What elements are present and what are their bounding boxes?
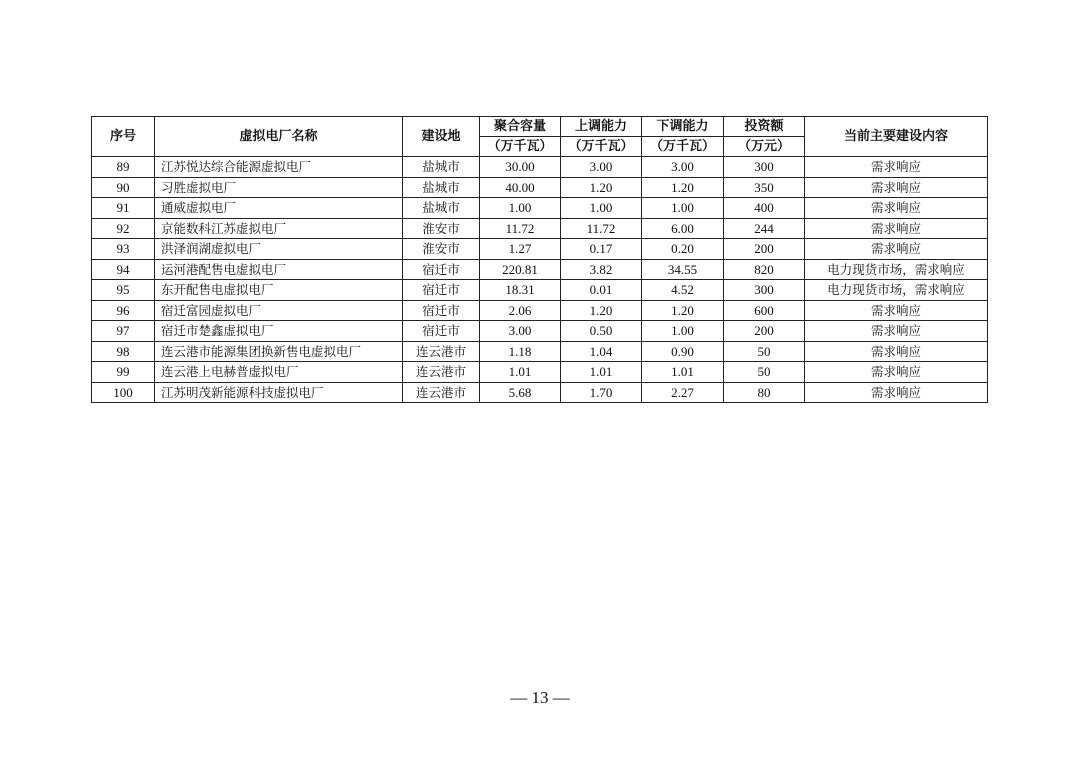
cell-up-capacity: 0.50 — [561, 321, 642, 342]
cell-capacity: 220.81 — [480, 259, 561, 280]
cell-capacity: 40.00 — [480, 177, 561, 198]
cell-plant-name: 运河港配售电虚拟电厂 — [155, 259, 403, 280]
table-row — [92, 362, 988, 383]
header-invest: 投资额 — [724, 117, 805, 137]
cell-location: 盐城市 — [403, 157, 480, 178]
cell-up-capacity: 11.72 — [561, 218, 642, 239]
cell-location: 淮安市 — [403, 218, 480, 239]
cell-investment: 350 — [724, 177, 805, 198]
cell-up-capacity: 0.01 — [561, 280, 642, 301]
cell-plant-name: 习胜虚拟电厂 — [155, 177, 403, 198]
cell-index: 92 — [92, 218, 155, 239]
cell-capacity: 1.27 — [480, 239, 561, 260]
cell-down-capacity: 1.20 — [642, 177, 724, 198]
table-row — [92, 321, 988, 342]
cell-location: 淮安市 — [403, 239, 480, 260]
table-row — [92, 280, 988, 301]
cell-down-capacity: 6.00 — [642, 218, 724, 239]
header-name: 虚拟电厂名称 — [155, 117, 403, 157]
table-row — [92, 198, 988, 219]
cell-down-capacity: 1.00 — [642, 321, 724, 342]
cell-index: 89 — [92, 157, 155, 178]
cell-index: 99 — [92, 362, 155, 383]
cell-index: 98 — [92, 341, 155, 362]
cell-index: 93 — [92, 239, 155, 260]
header-capacity: 聚合容量 — [480, 117, 561, 137]
cell-build-content: 需求响应 — [805, 382, 988, 403]
header-down: 下调能力 — [642, 117, 724, 137]
cell-investment: 300 — [724, 157, 805, 178]
header-content: 当前主要建设内容 — [805, 117, 988, 157]
cell-location: 盐城市 — [403, 198, 480, 219]
cell-down-capacity: 2.27 — [642, 382, 724, 403]
cell-down-capacity: 3.00 — [642, 157, 724, 178]
cell-down-capacity: 1.20 — [642, 300, 724, 321]
cell-investment: 80 — [724, 382, 805, 403]
table-row — [92, 157, 988, 178]
cell-plant-name: 江苏明茂新能源科技虚拟电厂 — [155, 382, 403, 403]
cell-plant-name: 东开配售电虚拟电厂 — [155, 280, 403, 301]
cell-capacity: 1.00 — [480, 198, 561, 219]
table-row — [92, 300, 988, 321]
cell-build-content: 需求响应 — [805, 157, 988, 178]
cell-investment: 200 — [724, 321, 805, 342]
header-row-titles — [92, 117, 988, 137]
cell-build-content: 需求响应 — [805, 341, 988, 362]
cell-up-capacity: 1.00 — [561, 198, 642, 219]
cell-investment: 50 — [724, 362, 805, 383]
cell-build-content: 需求响应 — [805, 321, 988, 342]
cell-up-capacity: 1.04 — [561, 341, 642, 362]
virtual-power-plant-table — [91, 116, 988, 403]
cell-investment: 50 — [724, 341, 805, 362]
cell-investment: 600 — [724, 300, 805, 321]
cell-investment: 200 — [724, 239, 805, 260]
cell-location: 宿迁市 — [403, 300, 480, 321]
cell-capacity: 5.68 — [480, 382, 561, 403]
cell-location: 连云港市 — [403, 341, 480, 362]
cell-up-capacity: 3.00 — [561, 157, 642, 178]
cell-up-capacity: 3.82 — [561, 259, 642, 280]
cell-investment: 244 — [724, 218, 805, 239]
table-row — [92, 341, 988, 362]
cell-plant-name: 江苏悦达综合能源虚拟电厂 — [155, 157, 403, 178]
cell-down-capacity: 0.90 — [642, 341, 724, 362]
cell-down-capacity: 4.52 — [642, 280, 724, 301]
header-up: 上调能力 — [561, 117, 642, 137]
cell-build-content: 需求响应 — [805, 177, 988, 198]
cell-location: 连云港市 — [403, 382, 480, 403]
cell-plant-name: 宿迁市楚鑫虚拟电厂 — [155, 321, 403, 342]
cell-location: 宿迁市 — [403, 280, 480, 301]
table-row — [92, 218, 988, 239]
cell-up-capacity: 1.70 — [561, 382, 642, 403]
cell-down-capacity: 0.20 — [642, 239, 724, 260]
cell-up-capacity: 1.20 — [561, 177, 642, 198]
cell-plant-name: 宿迁富园虚拟电厂 — [155, 300, 403, 321]
header-invest-unit: （万元） — [724, 137, 805, 157]
cell-index: 91 — [92, 198, 155, 219]
page-number: — 13 — — [510, 688, 570, 707]
cell-build-content: 需求响应 — [805, 300, 988, 321]
cell-location: 宿迁市 — [403, 321, 480, 342]
cell-plant-name: 通威虚拟电厂 — [155, 198, 403, 219]
cell-down-capacity: 1.01 — [642, 362, 724, 383]
table-header — [92, 117, 988, 157]
cell-plant-name: 京能数科江苏虚拟电厂 — [155, 218, 403, 239]
table-row — [92, 177, 988, 198]
cell-down-capacity: 34.55 — [642, 259, 724, 280]
cell-up-capacity: 1.01 — [561, 362, 642, 383]
cell-capacity: 3.00 — [480, 321, 561, 342]
table-body — [92, 157, 988, 403]
cell-index: 94 — [92, 259, 155, 280]
cell-build-content: 电力现货市场，需求响应 — [805, 280, 988, 301]
cell-investment: 300 — [724, 280, 805, 301]
cell-capacity: 18.31 — [480, 280, 561, 301]
cell-investment: 400 — [724, 198, 805, 219]
table-row — [92, 239, 988, 260]
cell-build-content: 需求响应 — [805, 362, 988, 383]
cell-capacity: 1.01 — [480, 362, 561, 383]
cell-index: 95 — [92, 280, 155, 301]
cell-build-content: 需求响应 — [805, 239, 988, 260]
cell-up-capacity: 1.20 — [561, 300, 642, 321]
table-row — [92, 382, 988, 403]
cell-capacity: 30.00 — [480, 157, 561, 178]
cell-location: 宿迁市 — [403, 259, 480, 280]
cell-build-content: 需求响应 — [805, 218, 988, 239]
cell-index: 96 — [92, 300, 155, 321]
header-capacity-unit: （万千瓦） — [480, 137, 561, 157]
cell-index: 90 — [92, 177, 155, 198]
cell-location: 盐城市 — [403, 177, 480, 198]
header-down-unit: （万千瓦） — [642, 137, 724, 157]
cell-plant-name: 洪泽润湖虚拟电厂 — [155, 239, 403, 260]
cell-capacity: 11.72 — [480, 218, 561, 239]
cell-down-capacity: 1.00 — [642, 198, 724, 219]
table-row — [92, 259, 988, 280]
cell-index: 100 — [92, 382, 155, 403]
header-index: 序号 — [92, 117, 155, 157]
cell-plant-name: 连云港市能源集团换新售电虚拟电厂 — [155, 341, 403, 362]
cell-index: 97 — [92, 321, 155, 342]
cell-build-content: 需求响应 — [805, 198, 988, 219]
cell-build-content: 电力现货市场，需求响应 — [805, 259, 988, 280]
header-up-unit: （万千瓦） — [561, 137, 642, 157]
cell-up-capacity: 0.17 — [561, 239, 642, 260]
cell-plant-name: 连云港上电赫普虚拟电厂 — [155, 362, 403, 383]
cell-capacity: 1.18 — [480, 341, 561, 362]
cell-investment: 820 — [724, 259, 805, 280]
cell-location: 连云港市 — [403, 362, 480, 383]
cell-capacity: 2.06 — [480, 300, 561, 321]
header-location: 建设地 — [403, 117, 480, 157]
